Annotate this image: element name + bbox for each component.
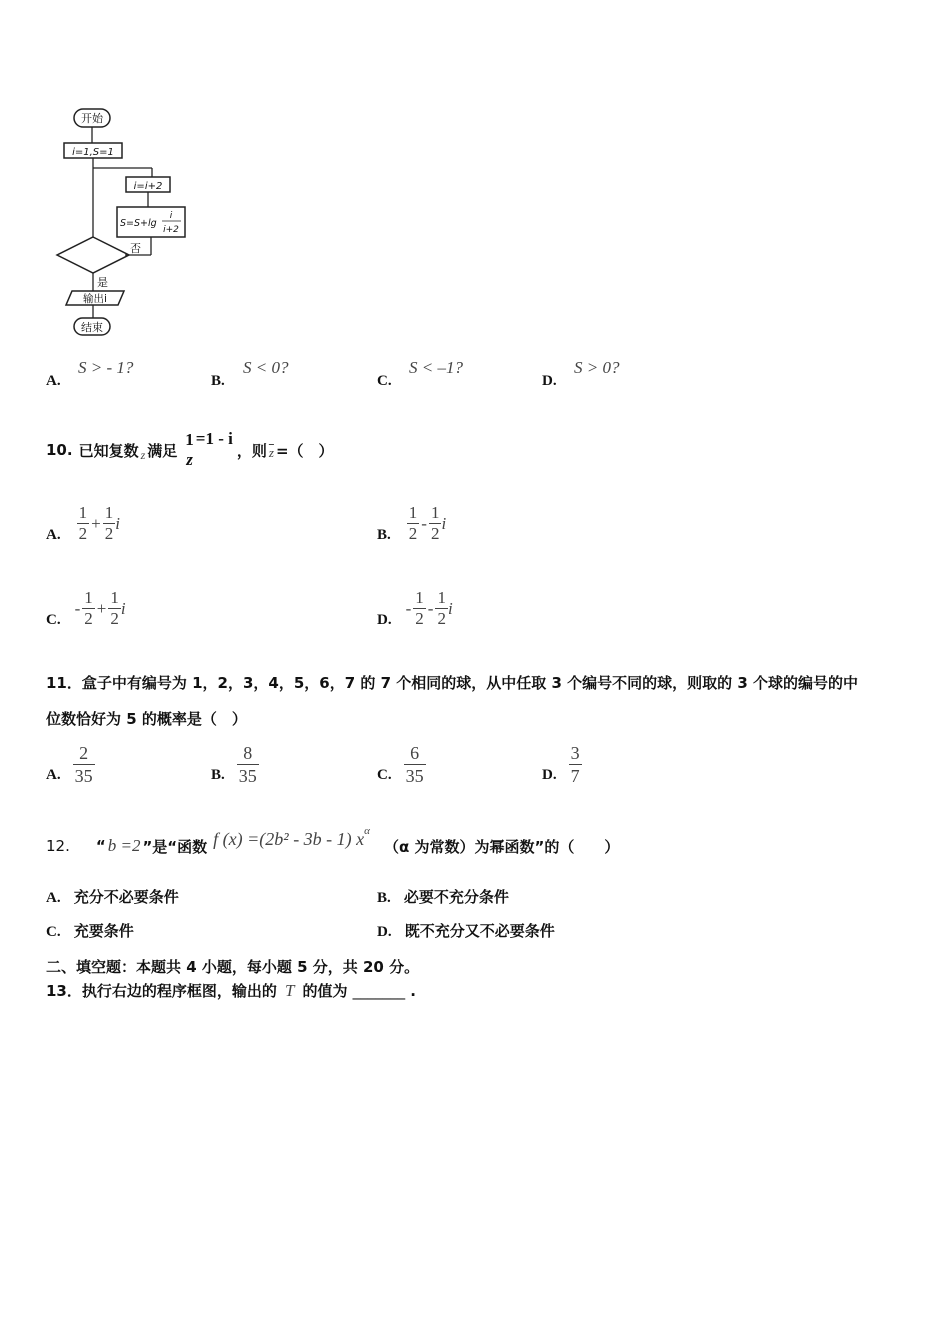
stem-text: =（ ）: [275, 441, 334, 460]
q12-stem: [46, 825, 620, 864]
option-text: 充要条件: [73, 922, 134, 940]
question-number: 10.: [46, 441, 73, 459]
sign: -: [405, 598, 412, 618]
q12-option-a[interactable]: [46, 886, 179, 907]
fraction: $\frac{1}{2}$: [430, 503, 440, 543]
q12-option-c[interactable]: [46, 920, 134, 941]
q13-stem: [46, 980, 416, 1001]
option-text: 既不充分又不必要条件: [404, 922, 555, 940]
exponent-alpha: α: [364, 825, 370, 837]
flowchart-update-prefix: S=S+lg: [120, 218, 157, 229]
q11-stem-line1: 11．盒子中有编号为 1，2，3，4，5，6，7 的 7 个相同的球，从中任取 3 个编号不同的球，则取的 3 个球的编号的中: [46, 674, 859, 692]
flowchart-update-den: i+2: [163, 225, 179, 235]
option-label: C.: [377, 373, 392, 389]
stem-text: 13．执行右边的程序框图，输出的: [46, 982, 277, 1000]
q10-option-d[interactable]: [377, 588, 453, 629]
flowchart-output-text: 输出i: [83, 293, 107, 305]
flowchart-no-label: 否: [130, 242, 141, 255]
flowchart: [50, 105, 200, 340]
stem-text: .: [410, 982, 416, 1000]
operator: +: [91, 513, 101, 533]
stem-text: 满足: [147, 441, 178, 460]
z-symbol: z: [140, 447, 146, 462]
option-label: C.: [46, 612, 61, 628]
fraction-1-over-z: 1 z: [185, 430, 194, 469]
option-label: C.: [377, 767, 392, 783]
option-label: D.: [377, 612, 392, 628]
stem-text: （α 为常数）为幂函数”的（ ）: [383, 837, 620, 856]
stem-text: 的值为: [302, 982, 348, 1000]
option-text: S < –1?: [409, 358, 463, 377]
stem-text: ”是“函数: [142, 837, 208, 856]
option-label: C.: [46, 924, 61, 940]
q12-option-b[interactable]: [377, 886, 509, 907]
fraction: $\frac{1}{2}$: [84, 588, 93, 628]
option-label: B.: [377, 527, 391, 543]
imaginary-unit: i: [447, 598, 453, 618]
q11-option-a[interactable]: [46, 742, 95, 787]
sign: -: [74, 598, 81, 618]
imaginary-unit: i: [120, 598, 126, 618]
stem-text: 已知复数: [78, 441, 139, 460]
equation: =1 - i: [195, 429, 233, 448]
variable-t: T: [284, 981, 295, 1000]
fraction: $\frac{1}{2}$: [408, 503, 418, 543]
flowchart-update-num: i: [169, 211, 173, 221]
flowchart-init-text: i=1,S=1: [72, 147, 114, 158]
fraction: $\frac{1}{2}$: [104, 503, 114, 543]
fraction: $\frac{1}{2}$: [437, 588, 446, 628]
flowchart-decision: [57, 237, 129, 273]
fraction: $\frac{3}{7}$: [570, 743, 580, 786]
option-label: B.: [211, 373, 225, 389]
q11-option-b[interactable]: [211, 742, 259, 787]
option-text: 必要不充分条件: [403, 888, 509, 906]
function-expression: f (x) =(2b² - 3b - 1) x: [213, 828, 365, 849]
condition: b =2: [107, 836, 141, 855]
q10-stem: [46, 420, 334, 480]
q12-option-d[interactable]: [377, 920, 555, 941]
option-text: 充分不必要条件: [73, 888, 179, 906]
q11-option-d[interactable]: [542, 742, 582, 787]
fraction: $\frac{2}{35}$: [74, 743, 93, 786]
fraction: $\frac{8}{35}$: [238, 743, 257, 786]
z-bar-symbol: $\overline{z}$: [268, 445, 274, 460]
fraction: $\frac{6}{35}$: [405, 743, 424, 786]
option-text: S < 0?: [243, 358, 289, 377]
imaginary-unit: i: [115, 513, 120, 533]
option-label: D.: [377, 924, 392, 940]
operator: -: [421, 513, 427, 533]
option-label: A.: [46, 527, 61, 543]
option-text: S > 0?: [574, 358, 620, 377]
flowchart-start-text: 开始: [81, 112, 103, 125]
option-label: D.: [542, 373, 557, 389]
fraction: $\frac{1}{2}$: [415, 588, 424, 628]
q10-option-c[interactable]: [46, 588, 126, 629]
option-label: A.: [46, 373, 61, 389]
answer-blank[interactable]: _______: [352, 982, 406, 1000]
q11-option-c[interactable]: [377, 742, 426, 787]
imaginary-unit: i: [441, 513, 447, 533]
flowchart-end-text: 结束: [81, 321, 103, 334]
flowchart-increment-text: i=i+2: [133, 181, 163, 192]
fraction: $\frac{1}{2}$: [110, 588, 119, 628]
option-label: D.: [542, 767, 557, 783]
stem-text: “: [95, 837, 106, 855]
flowchart-yes-label: 是: [97, 276, 108, 289]
q11-stem-line2: 位数恰好为 5 的概率是（ ）: [46, 710, 247, 728]
q10-option-b[interactable]: [377, 503, 446, 544]
operator: +: [96, 598, 107, 618]
question-number: 12.: [46, 837, 70, 855]
section-heading: 二、填空题：本题共 4 小题，每小题 5 分，共 20 分。: [46, 958, 420, 976]
stem-text: ，则: [236, 441, 267, 460]
option-label: B.: [377, 890, 391, 906]
option-label: B.: [211, 767, 225, 783]
option-label: A.: [46, 767, 61, 783]
q10-option-a[interactable]: [46, 503, 120, 544]
option-text: S > - 1?: [78, 358, 134, 377]
operator: -: [427, 598, 434, 618]
fraction: $\frac{1}{2}$: [78, 503, 88, 543]
option-label: A.: [46, 890, 61, 906]
